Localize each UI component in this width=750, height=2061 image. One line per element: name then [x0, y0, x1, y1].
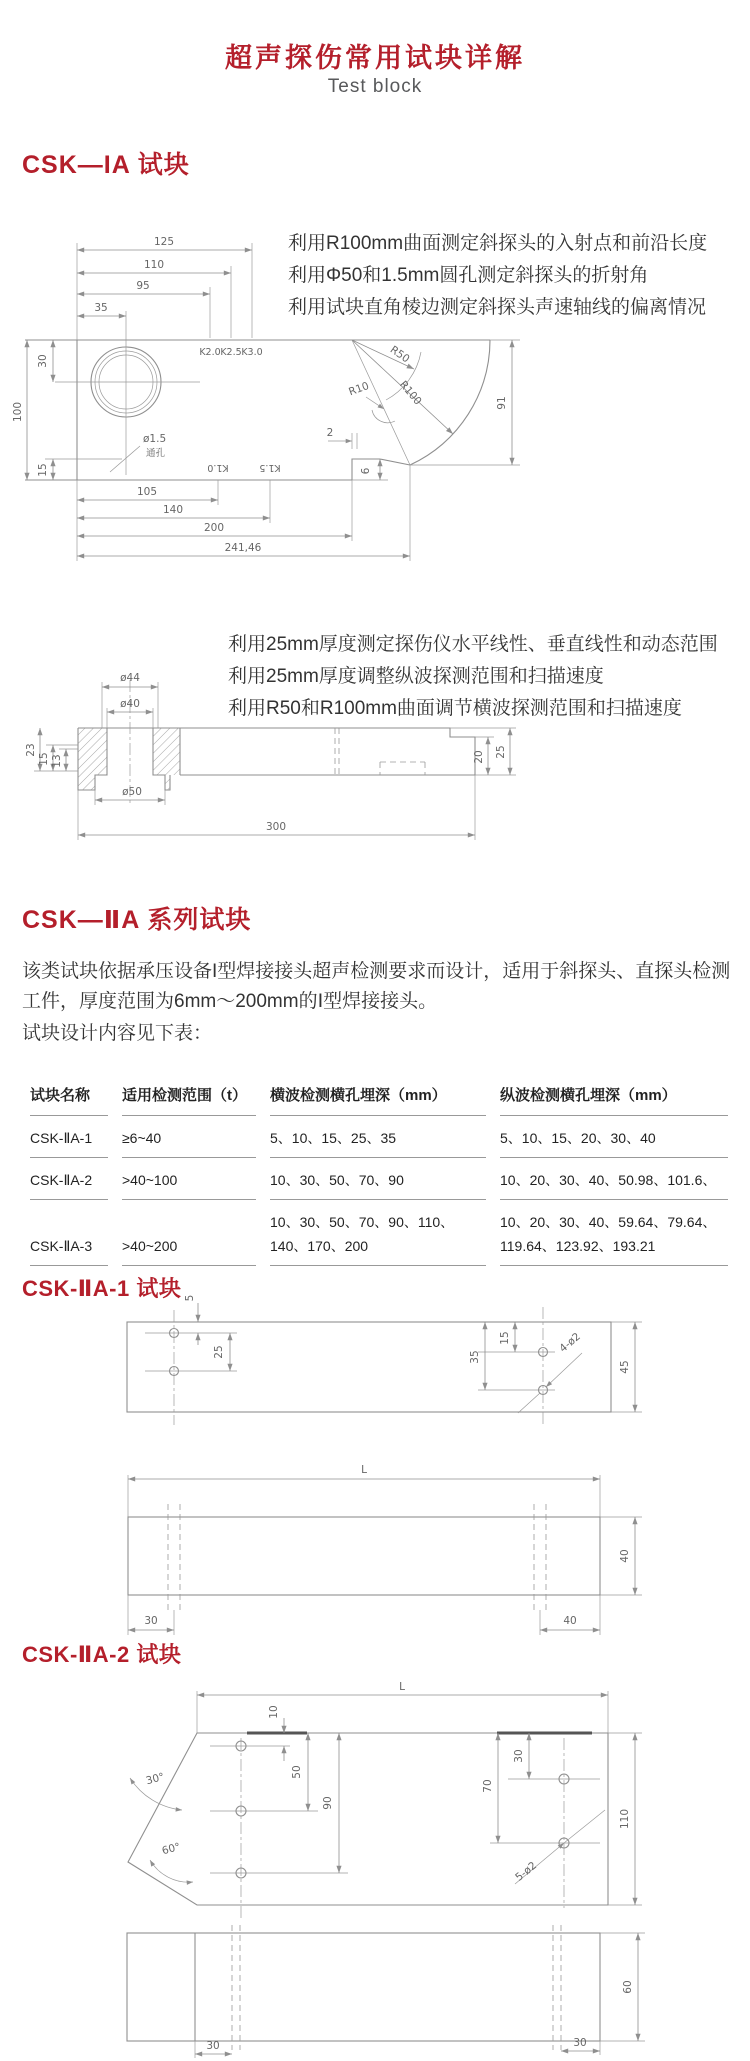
dim-label: 25 — [495, 745, 507, 759]
dim-label: 140 — [162, 504, 184, 516]
dim-label: 200 — [203, 522, 225, 534]
drawing-csk2a2-top-view — [60, 1680, 720, 1920]
drawing-csk1a-profile-view — [10, 650, 740, 850]
dim-label: ø50 — [122, 786, 142, 798]
dim-label: 30 — [206, 2040, 220, 2052]
dim-label: 30 — [513, 1749, 525, 1763]
cell-range: >40~100 — [122, 1158, 256, 1200]
radius-label: R50 — [387, 343, 412, 366]
dim-label: 10 — [268, 1705, 280, 1719]
hole-label: 5-ø2 — [513, 1859, 540, 1884]
drawing-csk1a-main-view — [10, 225, 740, 570]
dim-label: 45 — [619, 1360, 631, 1374]
dim-label: 13 — [51, 754, 63, 768]
dim-label: L — [399, 1681, 405, 1693]
dim-label: ø40 — [120, 698, 140, 710]
dim-label: 91 — [496, 396, 508, 410]
cell-long-depths: 5、10、15、20、30、40 — [500, 1116, 728, 1158]
dim-label: 30 — [144, 1615, 158, 1627]
drawing-csk2a1-top-view — [60, 1285, 720, 1440]
dim-label: 30 — [573, 2037, 587, 2049]
dim-label: L — [361, 1464, 367, 1476]
dim-label: 60 — [622, 1980, 634, 1994]
dim-label: 40 — [619, 1549, 631, 1563]
dim-label: 40 — [563, 1615, 577, 1627]
cell-shear-depths: 10、30、50、70、90、110、140、170、200 — [270, 1200, 486, 1266]
dim-label: 105 — [136, 486, 158, 498]
col-header: 横波检测横孔埋深（mm） — [270, 1078, 486, 1116]
k-label: K2.5 — [220, 347, 242, 358]
dim-label: 125 — [153, 236, 175, 248]
cell-name: CSK-ⅡA-2 — [30, 1158, 108, 1200]
cell-range: ≥6~40 — [122, 1116, 256, 1158]
dim-label: 50 — [291, 1765, 303, 1779]
heading-csk1a: CSK—IA 试块 — [22, 151, 190, 179]
heading-csk2a: CSK—ⅡA 系列试块 — [22, 906, 252, 934]
note-line: 利用试块直角棱边测定斜探头声速轴线的偏离情况 — [288, 297, 707, 318]
dim-label: 5 — [184, 1294, 196, 1302]
table-row — [30, 1158, 728, 1200]
radius-label: R100 — [396, 378, 424, 408]
table-row — [30, 1116, 728, 1158]
dim-label: 95 — [136, 280, 150, 292]
dim-label: 15 — [37, 463, 49, 477]
dim-label: 70 — [482, 1779, 494, 1793]
col-header: 适用检测范围（t） — [122, 1078, 256, 1116]
drawing-csk2a1-side-view — [60, 1445, 720, 1645]
cell-name: CSK-ⅡA-3 — [30, 1200, 108, 1266]
k-label: K1.5 — [259, 462, 281, 473]
dim-label: 23 — [25, 743, 37, 757]
heading-csk2a2: CSK-ⅡA-2 试块 — [22, 1642, 182, 1667]
dim-label: 6 — [360, 467, 372, 475]
dim-label: 30 — [37, 354, 49, 368]
hole-label: ø1.5 — [143, 433, 167, 445]
drawing-csk2a2-side-view — [60, 1925, 720, 2061]
note-line: 利用R50和R100mm曲面调节横波探测范围和扫描速度 — [228, 698, 682, 719]
page-title: 超声探伤常用试块详解 — [225, 43, 525, 73]
csk2a-paragraph: 该类试块依据承压设备I型焊接接头超声检测要求而设计，适用于斜探头、直探头检测工件，厚度范围为6mm～200mm的Ⅰ型焊接接头。 — [22, 961, 731, 1012]
dim-label: ø44 — [120, 672, 140, 684]
note-line: 利用R100mm曲面测定斜探头的入射点和前沿长度 — [288, 233, 708, 254]
dim-label: 110 — [619, 1808, 631, 1830]
cell-shear-depths: 10、30、50、70、90 — [270, 1158, 486, 1200]
table-row — [30, 1200, 728, 1266]
k-label: K2.0 — [199, 347, 221, 358]
cell-long-depths: 10、20、30、40、59.64、79.64、119.64、123.92、193.21 — [500, 1200, 728, 1266]
radius-label: R10 — [347, 380, 371, 399]
page-subtitle: Test block — [327, 76, 423, 97]
dim-label: 25 — [213, 1345, 225, 1359]
cell-name: CSK-ⅡA-1 — [30, 1116, 108, 1158]
dim-label: 35 — [469, 1350, 481, 1364]
dim-label: 241,46 — [224, 542, 262, 554]
heading-csk2a1: CSK-ⅡA-1 试块 — [22, 1276, 182, 1301]
note-line: 利用25mm厚度调整纵波探测范围和扫描速度 — [228, 666, 604, 687]
table-header-row — [30, 1078, 728, 1116]
col-header: 试块名称 — [30, 1078, 108, 1116]
note-line: 利用25mm厚度测定探伤仪水平线性、垂直线性和动态范围 — [228, 634, 718, 655]
angle-label: 30° — [144, 1770, 166, 1788]
cell-range: >40~200 — [122, 1200, 256, 1266]
dim-label: 100 — [12, 401, 24, 423]
dim-label: 35 — [94, 302, 108, 314]
table-intro: 试块设计内容见下表： — [22, 1023, 213, 1044]
spec-table-wrap — [30, 1078, 742, 1266]
cell-long-depths: 10、20、30、40、50.98、101.6、 — [500, 1158, 728, 1200]
dim-label: 15 — [38, 752, 50, 766]
k-label: K1.0 — [207, 462, 229, 473]
dim-label: 2 — [326, 427, 334, 439]
angle-label: 60° — [160, 1840, 182, 1858]
col-header: 纵波检测横孔埋深（mm） — [500, 1078, 728, 1116]
dim-label: 20 — [473, 750, 485, 764]
dim-label: 300 — [265, 821, 287, 833]
dim-label: 110 — [143, 259, 165, 271]
hole-label: 通孔 — [146, 448, 166, 459]
dim-label: 90 — [322, 1796, 334, 1810]
dim-label: 15 — [499, 1331, 511, 1345]
hole-label: 4-ø2 — [557, 1330, 583, 1355]
k-label: K3.0 — [241, 347, 263, 358]
note-line: 利用Φ50和1.5mm圆孔测定斜探头的折射角 — [288, 265, 649, 286]
spec-table — [16, 1078, 742, 1266]
cell-shear-depths: 5、10、15、25、35 — [270, 1116, 486, 1158]
